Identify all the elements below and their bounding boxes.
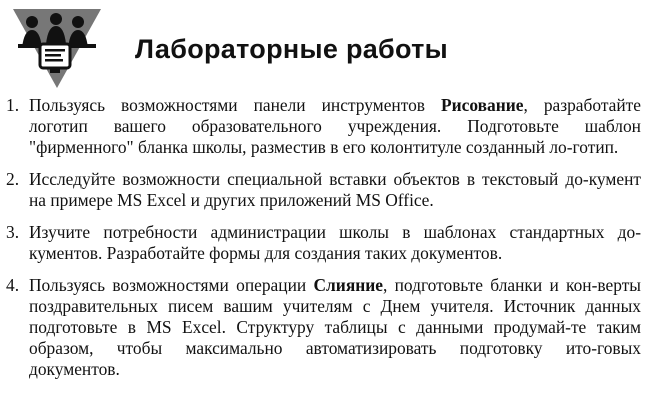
- page-title: Лабораторные работы: [135, 34, 449, 64]
- list-item: [0, 275, 641, 380]
- task-text-continued: , разработайте логотип вашего образовательного учреждения. Подготовьте шаблон "фирменного" бланка школы, разместив в его колонтитуле созданный ло-готип.: [29, 95, 641, 157]
- task-number: 3.: [6, 222, 20, 242]
- page-header: [0, 0, 656, 90]
- task-number: 2.: [6, 169, 20, 189]
- task-number: 4.: [6, 275, 20, 295]
- task-text: Пользуясь возможностями панели инструментов: [29, 95, 441, 115]
- task-text: Изучите потребности администрации школы в шаблонах стандартных до-кументов. Разработайте формы для создания таких документов.: [29, 222, 641, 263]
- list-item: [0, 95, 641, 158]
- list-item: [0, 169, 641, 211]
- task-list: [0, 95, 656, 391]
- computer-lab-icon: [12, 8, 102, 90]
- list-item: [0, 222, 641, 264]
- task-keyword: Слияние: [313, 275, 383, 295]
- task-text: Исследуйте возможности специальной вставки объектов в текстовый до-кумент на примере MS Excel и других приложений MS Office.: [29, 169, 641, 210]
- task-text: Пользуясь возможностями операции: [29, 275, 314, 295]
- task-keyword: Рисование: [441, 95, 524, 115]
- task-number: 1.: [6, 95, 20, 115]
- task-text-continued: , подготовьте бланки и кон-верты поздравительных писем вашим учителям с Днем учителя. Источник данных подготовьте в MS Excel. Структуру таблицы с данными продумай-те таким образом, чтобы максимально автоматизировать подготовку ито-говых документов.: [29, 275, 641, 379]
